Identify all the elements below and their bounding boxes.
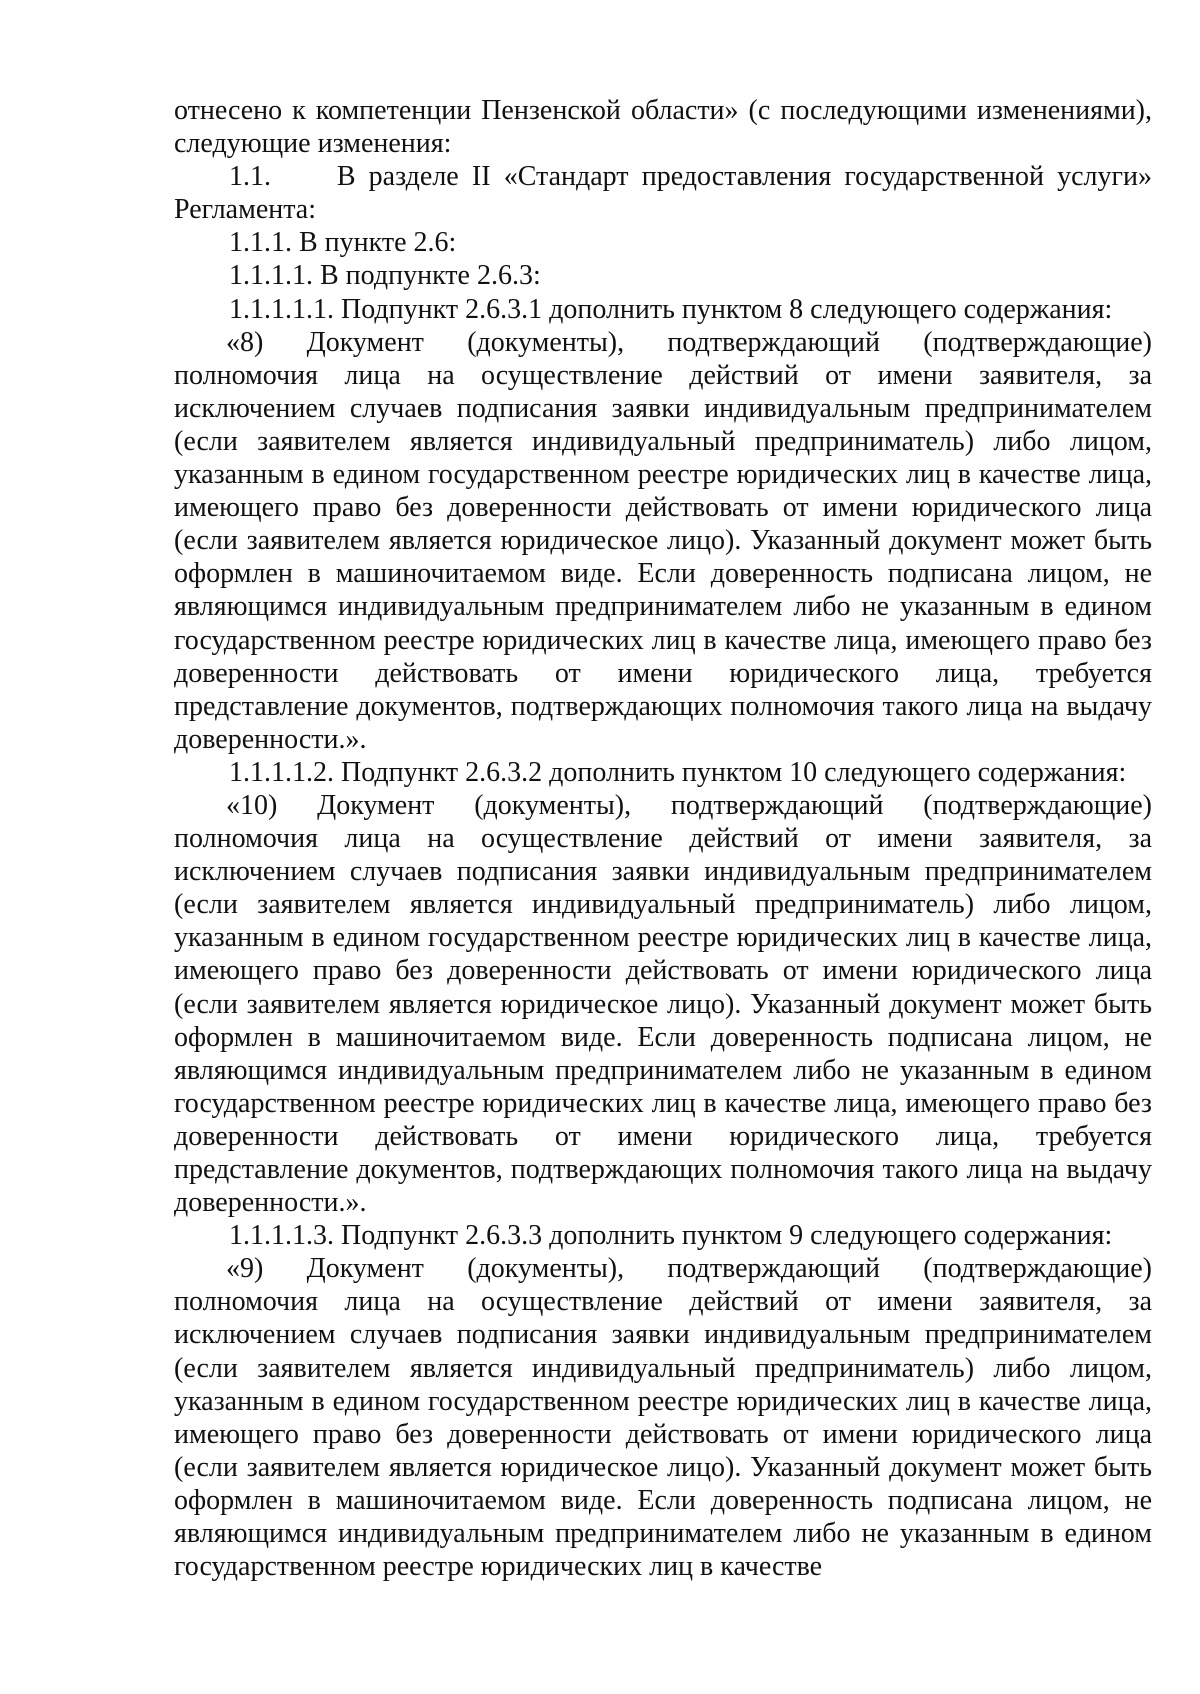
- paragraph-quote-item-9: «9) Документ (документы), подтверждающий (подтверждающие) полномочия лица на осуществление действий от имени заявителя, за исключением случаев подписания заявки индивидуальным предпринимателем (если заявителем является индивидуальный предприниматель) либо лицом, указанным в едином государственном реестре юридических лиц в качестве лица, имеющего право без доверенности действовать от имени юридического лица (если заявителем является юридическое лицо). Указанный документ может быть оформлен в машиночитаемом виде. Если доверенность подписана лицом, не являющимся индивидуальным предпринимателем либо не указанным в едином государственном реестре юридических лиц в качестве: [174, 1253, 1152, 1583]
- paragraph-item-1-1-1-1-1: 1.1.1.1.1. Подпункт 2.6.3.1 дополнить пунктом 8 следующего содержания:: [229, 293, 1113, 325]
- paragraph-quote-item-8: «8) Документ (документы), подтверждающий (подтверждающие) полномочия лица на осуществление действий от имени заявителя, за исключением случаев подписания заявки индивидуальным предпринимателем (если заявителем является индивидуальный предприниматель) либо лицом, указанным в едином государственном реестре юридических лиц в качестве лица, имеющего право без доверенности действовать от имени юридического лица (если заявителем является юридическое лицо). Указанный документ может быть оформлен в машиночитаемом виде. Если доверенность подписана лицом, не являющимся индивидуальным предпринимателем либо не указанным в едином государственном реестре юридических лиц в качестве лица, имеющего право без доверенности действовать от имени юридического лица, требуется представление документов, подтверждающих полномочия такого лица на выдачу доверенности.».: [174, 326, 1152, 755]
- document-body: [174, 94, 1152, 1583]
- paragraph-quote-item-10: «10) Документ (документы), подтверждающий (подтверждающие) полномочия лица на осуществление действий от имени заявителя, за исключением случаев подписания заявки индивидуальным предпринимателем (если заявителем является индивидуальный предприниматель) либо лицом, указанным в едином государственном реестре юридических лиц в качестве лица, имеющего право без доверенности действовать от имени юридического лица (если заявителем является юридическое лицо). Указанный документ может быть оформлен в машиночитаемом виде. Если доверенность подписана лицом, не являющимся индивидуальным предпринимателем либо не указанным в едином государственном реестре юридических лиц в качестве лица, имеющего право без доверенности действовать от имени юридического лица, требуется представление документов, подтверждающих полномочия такого лица на выдачу доверенности.».: [174, 789, 1152, 1219]
- paragraph-item-1-1-1-1-2: 1.1.1.1.2. Подпункт 2.6.3.2 дополнить пунктом 10 следующего содержания:: [229, 756, 1127, 788]
- paragraph-item-1-1-1: 1.1.1. В пункте 2.6:: [229, 227, 457, 259]
- paragraph-item-1-1: 1.1. В разделе II «Стандарт предоставления государственной услуги» Регламента:: [174, 161, 1152, 226]
- paragraph-continuation: отнесено к компетенции Пензенской области» (с последующими изменениями), следующие изменения:: [174, 95, 1152, 160]
- paragraph-item-1-1-1-1: 1.1.1.1. В подпункте 2.6.3:: [229, 260, 541, 292]
- paragraph-item-1-1-1-1-3: 1.1.1.1.3. Подпункт 2.6.3.3 дополнить пунктом 9 следующего содержания:: [229, 1220, 1113, 1252]
